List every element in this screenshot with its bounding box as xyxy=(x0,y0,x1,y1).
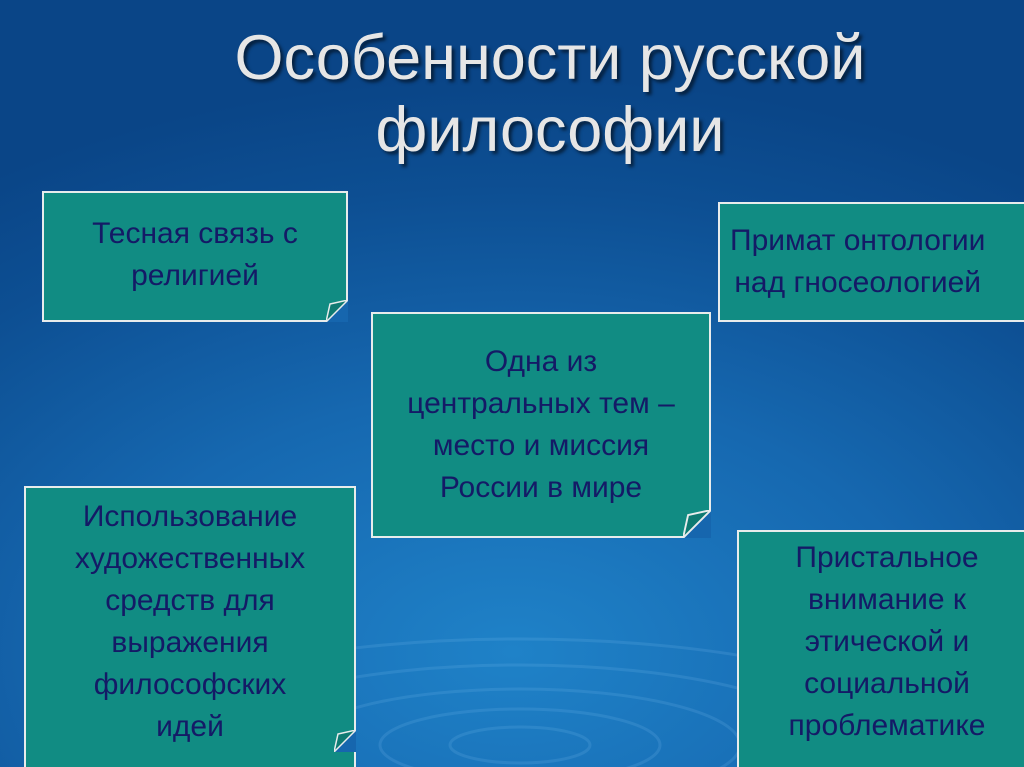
slide-title xyxy=(120,22,980,166)
note-line: выражения xyxy=(111,626,269,659)
note-text xyxy=(75,496,305,748)
title-line-2: философии xyxy=(375,95,725,165)
note-russia-mission xyxy=(371,312,711,538)
note-line: России в мире xyxy=(439,471,643,504)
note-line: над гносеологией xyxy=(734,266,982,299)
page-fold-icon xyxy=(334,730,356,752)
note-line: место и миссия xyxy=(432,429,650,462)
note-line: проблематике xyxy=(788,709,986,742)
note-line: философских xyxy=(93,668,287,701)
note-line: внимание к xyxy=(807,583,967,616)
note-line: этической и xyxy=(804,625,970,658)
title-line-1: Особенности русской xyxy=(234,23,866,93)
note-ethical-social xyxy=(737,530,1024,767)
note-line: Тесная связь с xyxy=(92,217,298,250)
note-text xyxy=(730,220,985,304)
note-line: Пристальное xyxy=(795,541,979,574)
note-line: социальной xyxy=(804,667,970,700)
note-ontology xyxy=(718,202,1024,322)
note-religion xyxy=(42,191,348,322)
note-line: религией xyxy=(131,259,259,292)
page-fold-icon xyxy=(326,300,348,322)
note-line: Примат онтологии xyxy=(730,224,986,257)
note-line: Использование xyxy=(82,500,298,533)
note-text xyxy=(407,341,675,509)
note-artistic-means xyxy=(24,486,356,767)
note-line: идей xyxy=(156,710,224,743)
note-line: Одна из xyxy=(484,345,598,378)
note-line: художественных xyxy=(74,542,306,575)
note-line: центральных тем – xyxy=(407,387,675,420)
page-fold-icon xyxy=(683,510,711,538)
note-line: средств для xyxy=(105,584,275,617)
note-text xyxy=(789,537,986,747)
note-text xyxy=(92,213,298,297)
